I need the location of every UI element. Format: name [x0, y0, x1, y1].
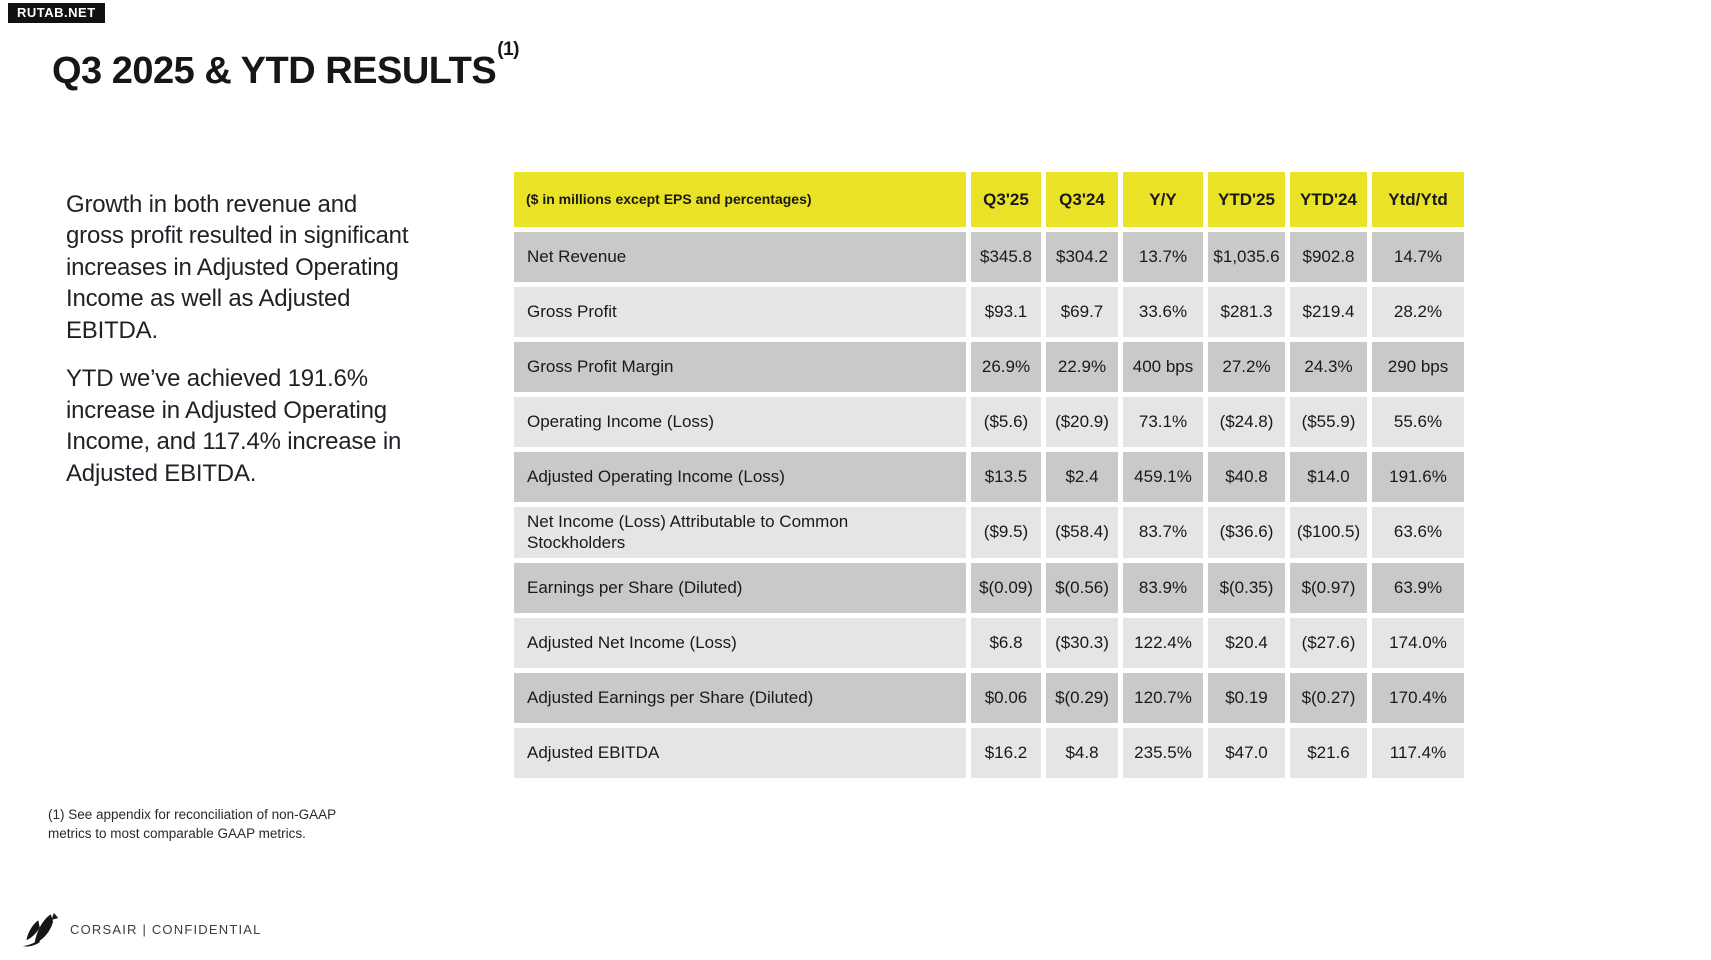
row-value: $(0.35)	[1208, 563, 1285, 613]
corsair-sails-icon	[22, 912, 59, 947]
row-value: ($100.5)	[1290, 507, 1367, 558]
row-label: Adjusted Earnings per Share (Diluted)	[514, 673, 966, 723]
row-label: Operating Income (Loss)	[514, 397, 966, 447]
row-value: 28.2%	[1372, 287, 1464, 337]
row-label: Net Income (Loss) Attributable to Common Stockholders	[514, 507, 966, 558]
row-value: ($27.6)	[1290, 618, 1367, 668]
row-value: 83.9%	[1123, 563, 1203, 613]
table-row	[514, 618, 1464, 668]
row-value: ($5.6)	[971, 397, 1041, 447]
row-label: Adjusted Net Income (Loss)	[514, 618, 966, 668]
row-value: 33.6%	[1123, 287, 1203, 337]
table-row	[514, 452, 1464, 502]
row-value: 26.9%	[971, 342, 1041, 392]
row-label: Adjusted EBITDA	[514, 728, 966, 778]
row-value: $4.8	[1046, 728, 1118, 778]
row-label: Adjusted Operating Income (Loss)	[514, 452, 966, 502]
table-header-q324: Q3'24	[1046, 172, 1118, 227]
page-title-text: Q3 2025 & YTD RESULTS	[52, 50, 497, 92]
row-value: 27.2%	[1208, 342, 1285, 392]
table-header-yoy: Y/Y	[1123, 172, 1203, 227]
row-value: $2.4	[1046, 452, 1118, 502]
table-header-units: ($ in millions except EPS and percentages)	[514, 172, 966, 227]
row-value: ($30.3)	[1046, 618, 1118, 668]
table-row	[514, 397, 1464, 447]
row-value: $304.2	[1046, 232, 1118, 282]
row-label: Gross Profit Margin	[514, 342, 966, 392]
row-value: 63.6%	[1372, 507, 1464, 558]
row-value: $1,035.6	[1208, 232, 1285, 282]
row-value: 122.4%	[1123, 618, 1203, 668]
row-value: 63.9%	[1372, 563, 1464, 613]
row-value: $16.2	[971, 728, 1041, 778]
commentary-block	[66, 189, 418, 489]
row-label: Earnings per Share (Diluted)	[514, 563, 966, 613]
row-value: ($24.8)	[1208, 397, 1285, 447]
table-header-q325: Q3'25	[971, 172, 1041, 227]
row-value: 235.5%	[1123, 728, 1203, 778]
row-value: $21.6	[1290, 728, 1367, 778]
table-row	[514, 673, 1464, 723]
row-value: $219.4	[1290, 287, 1367, 337]
row-value: 120.7%	[1123, 673, 1203, 723]
row-label: Gross Profit	[514, 287, 966, 337]
rutab-watermark-badge: RUTAB.NET	[8, 3, 105, 23]
table-row	[514, 507, 1464, 558]
row-value: 400 bps	[1123, 342, 1203, 392]
table-row	[514, 728, 1464, 778]
row-value: $0.06	[971, 673, 1041, 723]
row-value: $281.3	[1208, 287, 1285, 337]
footer	[22, 912, 262, 947]
commentary-paragraph-1: Growth in both revenue and gross profit resulted in significant increases in Adjusted Operating Income as well as Adjusted EBITDA.	[66, 191, 409, 344]
table-row	[514, 563, 1464, 613]
table-row	[514, 232, 1464, 282]
row-value: 22.9%	[1046, 342, 1118, 392]
row-value: $902.8	[1290, 232, 1367, 282]
row-value: ($58.4)	[1046, 507, 1118, 558]
row-value: 24.3%	[1290, 342, 1367, 392]
table-row	[514, 287, 1464, 337]
table-row	[514, 342, 1464, 392]
page-title	[52, 39, 519, 93]
row-value: ($55.9)	[1290, 397, 1367, 447]
row-value: $13.5	[971, 452, 1041, 502]
table-header-ytd24: YTD'24	[1290, 172, 1367, 227]
footnote: (1) See appendix for reconciliation of non-GAAP metrics to most comparable GAAP metrics.	[48, 807, 336, 841]
row-value: $93.1	[971, 287, 1041, 337]
row-value: $69.7	[1046, 287, 1118, 337]
row-value: 459.1%	[1123, 452, 1203, 502]
table-header-ytdytd: Ytd/Ytd	[1372, 172, 1464, 227]
row-value: ($9.5)	[971, 507, 1041, 558]
row-value: $(0.09)	[971, 563, 1041, 613]
row-value: $345.8	[971, 232, 1041, 282]
row-value: ($36.6)	[1208, 507, 1285, 558]
footer-confidential-label: CORSAIR | CONFIDENTIAL	[70, 922, 262, 937]
row-value: $6.8	[971, 618, 1041, 668]
table-header-row	[514, 172, 1464, 227]
row-value: 83.7%	[1123, 507, 1203, 558]
row-label: Net Revenue	[514, 232, 966, 282]
row-value: 290 bps	[1372, 342, 1464, 392]
results-table	[514, 172, 1464, 783]
row-value: $20.4	[1208, 618, 1285, 668]
row-value: 170.4%	[1372, 673, 1464, 723]
row-value: 13.7%	[1123, 232, 1203, 282]
results-table-body	[514, 232, 1464, 778]
row-value: $(0.56)	[1046, 563, 1118, 613]
row-value: ($20.9)	[1046, 397, 1118, 447]
row-value: 117.4%	[1372, 728, 1464, 778]
row-value: $(0.97)	[1290, 563, 1367, 613]
row-value: 174.0%	[1372, 618, 1464, 668]
row-value: $47.0	[1208, 728, 1285, 778]
row-value: $40.8	[1208, 452, 1285, 502]
row-value: $(0.29)	[1046, 673, 1118, 723]
row-value: $14.0	[1290, 452, 1367, 502]
row-value: 191.6%	[1372, 452, 1464, 502]
footnote-marker: (1)	[497, 39, 519, 61]
row-value: 14.7%	[1372, 232, 1464, 282]
row-value: 55.6%	[1372, 397, 1464, 447]
row-value: $0.19	[1208, 673, 1285, 723]
row-value: $(0.27)	[1290, 673, 1367, 723]
table-header-ytd25: YTD'25	[1208, 172, 1285, 227]
commentary-paragraph-2: YTD we’ve achieved 191.6% increase in Adjusted Operating Income, and 117.4% increase in Adjusted EBITDA.	[66, 365, 402, 487]
row-value: 73.1%	[1123, 397, 1203, 447]
